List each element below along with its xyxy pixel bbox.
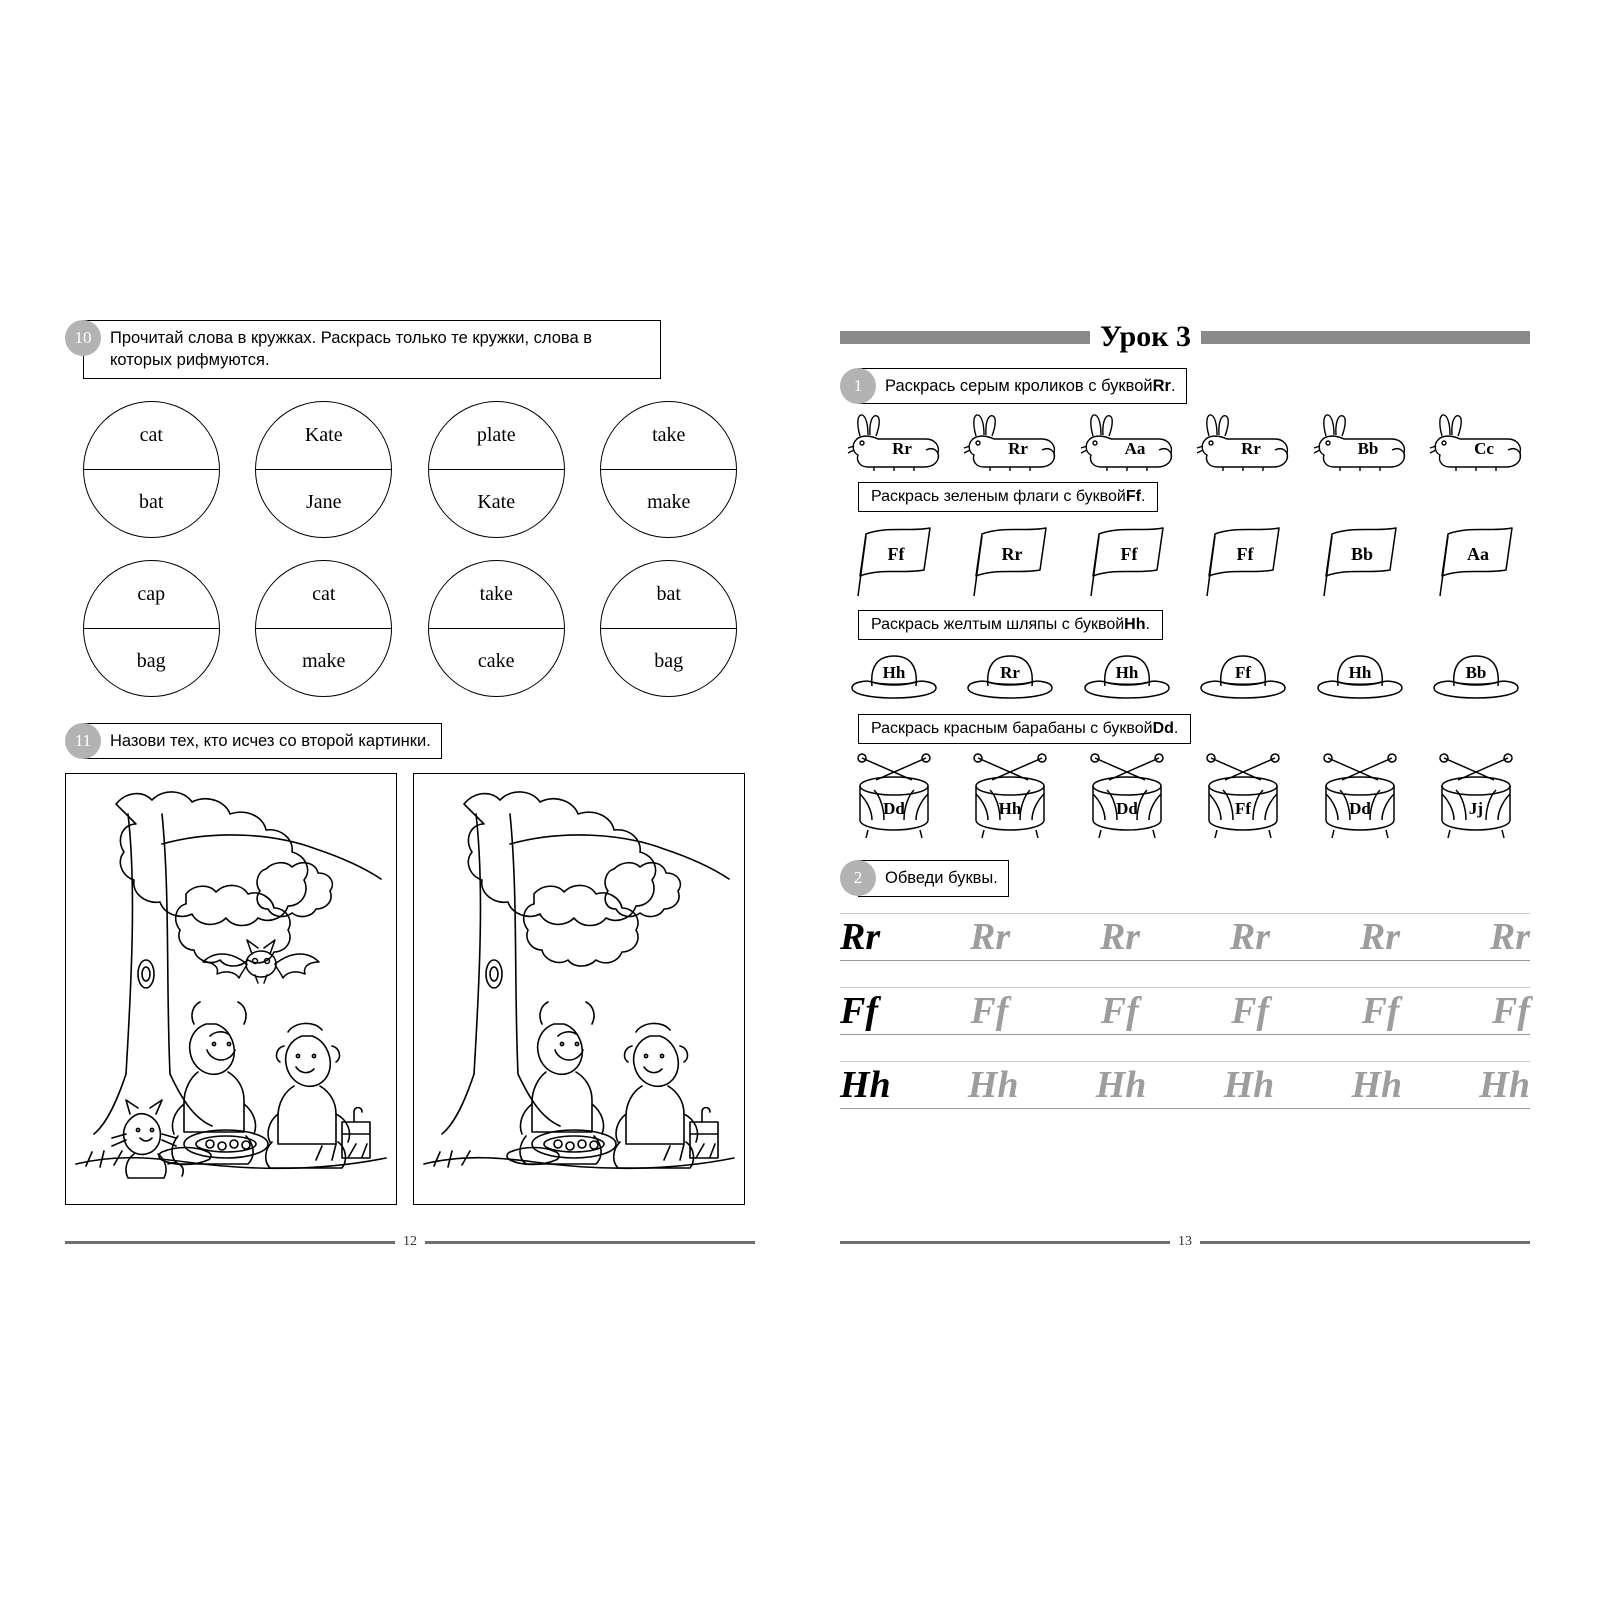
task-1-instruction-hats <box>858 610 1163 640</box>
trace-ghost-letter[interactable]: Rr <box>1359 915 1401 958</box>
item-letter: Ff <box>1235 663 1252 683</box>
item-letter: Rr <box>892 439 912 459</box>
word-circle-top: Kate <box>304 423 343 446</box>
circle-divider <box>429 628 564 629</box>
circle-divider <box>256 628 391 629</box>
task-1-instruction-flags <box>858 482 1158 512</box>
instruction-text: Раскрась красным барабаны с буквой <box>871 720 1153 738</box>
circle-divider <box>84 628 219 629</box>
trace-topline <box>840 987 1530 988</box>
trace-ghost-letter[interactable]: Hh <box>1223 1063 1275 1106</box>
drum-icon[interactable] <box>844 750 944 842</box>
word-circle[interactable] <box>600 560 737 697</box>
word-circle-bottom: make <box>647 491 691 514</box>
instruction-text: Раскрась серым кроликов с буквой <box>885 377 1153 395</box>
right-page <box>840 320 1530 1250</box>
task-1-instruction-drums <box>858 714 1191 744</box>
circle-divider <box>256 469 391 470</box>
trace-model-letter: Ff <box>840 989 878 1032</box>
word-circle[interactable] <box>600 401 737 538</box>
picture-without-bat-and-cat <box>413 773 745 1205</box>
picture-with-bat-and-cat <box>65 773 397 1205</box>
trace-model-letter: Rr <box>840 915 881 958</box>
instruction-period: . <box>1173 720 1179 738</box>
rabbit-icon[interactable] <box>1077 410 1177 472</box>
word-circle-top: cap <box>137 582 166 605</box>
rabbit-row <box>840 410 1530 472</box>
trace-letters <box>840 1063 1530 1107</box>
instruction-letter: Ff <box>1125 488 1141 506</box>
rhyme-circles-grid <box>65 401 755 697</box>
flag-icon[interactable] <box>1077 518 1177 600</box>
drum-icon[interactable] <box>1310 750 1410 842</box>
item-letter: Rr <box>1000 663 1021 683</box>
word-circle-bottom: Jane <box>305 491 342 514</box>
item-letter: Rr <box>1008 439 1029 459</box>
word-circle-bottom: bag <box>654 650 684 673</box>
trace-ghost-letter[interactable]: Rr <box>1229 915 1271 958</box>
item-letter: Dd <box>883 799 905 819</box>
rabbit-icon[interactable] <box>1426 410 1526 472</box>
item-letter: Dd <box>1348 799 1371 819</box>
trace-ghost-letter[interactable]: Hh <box>1479 1063 1530 1106</box>
trace-baseline <box>840 1034 1530 1035</box>
item-letter: Aa <box>1466 544 1489 565</box>
trace-ghost-letter[interactable]: Ff <box>1100 989 1139 1032</box>
word-circle-top: cat <box>312 582 336 605</box>
task-1-number: 1 <box>840 368 876 404</box>
word-circle[interactable] <box>255 401 392 538</box>
hat-icon[interactable] <box>1193 646 1293 704</box>
instruction-period: . <box>1145 616 1150 634</box>
trace-letters <box>840 989 1530 1033</box>
header-bar-left <box>840 331 1090 344</box>
header-bar-right <box>1201 331 1530 344</box>
task-1-instruction-rabbits <box>858 368 1187 404</box>
word-circle-bottom: make <box>302 650 346 673</box>
rabbit-icon[interactable] <box>1310 410 1410 472</box>
left-page <box>65 320 755 1250</box>
item-letter: Hh <box>1348 663 1371 683</box>
page-number: 12 <box>403 1234 417 1249</box>
instruction-letter: Rr <box>1152 377 1171 395</box>
trace-ghost-letter[interactable]: Hh <box>967 1063 1019 1106</box>
lesson-title: Урок 3 <box>1100 320 1192 353</box>
footer-rule-left <box>65 1241 395 1244</box>
drum-icon[interactable] <box>1077 750 1177 842</box>
task-10-number: 10 <box>65 320 101 356</box>
word-circle[interactable] <box>83 560 220 697</box>
task-11-instruction: Назови тех, кто исчез со второй картинки. <box>83 723 442 759</box>
instruction-letter: Hh <box>1124 616 1146 634</box>
trace-ghost-letter[interactable]: Hh <box>1095 1063 1147 1106</box>
item-letter: Bb <box>1357 439 1378 459</box>
item-letter: Cc <box>1474 439 1494 459</box>
item-letter: Aa <box>1124 439 1146 459</box>
flag-icon[interactable] <box>1310 518 1410 600</box>
flag-icon[interactable] <box>1193 518 1293 600</box>
scene-illustration-2 <box>414 774 744 1204</box>
hat-icon[interactable] <box>1077 646 1177 704</box>
hat-icon[interactable] <box>960 646 1060 704</box>
item-letter: Ff <box>1120 544 1138 565</box>
footer-rule-left <box>840 1241 1170 1244</box>
word-circle-top: take <box>479 582 513 605</box>
trace-letters <box>840 915 1530 959</box>
footer-rule-right <box>425 1241 755 1244</box>
circle-divider <box>601 628 736 629</box>
word-circle[interactable] <box>83 401 220 538</box>
flag-row <box>840 518 1530 600</box>
page-number: 13 <box>1178 1234 1192 1249</box>
task-2-instruction: Обведи буквы. <box>858 860 1009 896</box>
drum-row <box>840 750 1530 842</box>
circle-divider <box>429 469 564 470</box>
word-circle-top: bat <box>656 582 681 605</box>
right-page-footer <box>840 1234 1530 1250</box>
word-circle-bottom: bag <box>136 650 166 673</box>
instruction-text: Раскрась зеленым флаги с буквой <box>871 488 1126 506</box>
hat-row <box>840 646 1530 704</box>
scene-illustration-1 <box>66 774 396 1204</box>
trace-ghost-letter[interactable]: Hh <box>1351 1063 1403 1106</box>
task-10-header <box>65 320 755 379</box>
trace-ghost-letter[interactable]: Ff <box>970 989 1009 1032</box>
word-circle-top: plate <box>476 423 516 446</box>
hat-icon[interactable] <box>1426 646 1526 704</box>
footer-rule-right <box>1200 1241 1530 1244</box>
word-circle[interactable] <box>428 401 565 538</box>
task-2-number: 2 <box>840 860 876 896</box>
task-2-header <box>840 860 1530 896</box>
circle-divider <box>84 469 219 470</box>
instruction-letter: Dd <box>1152 720 1174 738</box>
lesson-header <box>840 320 1530 354</box>
item-letter: Rr <box>1241 439 1262 459</box>
task-10-instruction: Прочитай слова в кружках. Раскрась только те кружки, слова в которых рифмуются. <box>83 320 661 379</box>
trace-ghost-letter[interactable]: Rr <box>1099 915 1141 958</box>
trace-baseline <box>840 960 1530 961</box>
hat-icon[interactable] <box>1310 646 1410 704</box>
item-letter: Bb <box>1465 663 1487 683</box>
trace-model-letter: Hh <box>840 1063 891 1106</box>
word-circle-bottom: cake <box>477 650 515 673</box>
item-letter: Bb <box>1350 544 1373 565</box>
word-circle[interactable] <box>428 560 565 697</box>
trace-ghost-letter[interactable]: Ff <box>1231 989 1270 1032</box>
item-letter: Rr <box>1001 544 1023 565</box>
word-circle[interactable] <box>255 560 392 697</box>
trace-ghost-letter[interactable]: Ff <box>1491 989 1530 1032</box>
task-11-number: 11 <box>65 723 101 759</box>
hat-icon[interactable] <box>844 646 944 704</box>
task-1-header <box>840 368 1530 404</box>
item-letter: Hh <box>1115 663 1139 683</box>
drum-icon[interactable] <box>1193 750 1293 842</box>
left-page-footer <box>65 1234 755 1250</box>
trace-ghost-letter[interactable]: Rr <box>969 915 1011 958</box>
word-circle-top: cat <box>139 423 163 446</box>
flag-icon[interactable] <box>1426 518 1526 600</box>
trace-row-ff[interactable] <box>840 981 1530 1049</box>
item-letter: Ff <box>887 544 905 565</box>
instruction-period: . <box>1170 377 1176 395</box>
rabbit-icon[interactable] <box>960 410 1060 472</box>
trace-topline <box>840 913 1530 914</box>
item-letter: Hh <box>999 799 1022 819</box>
trace-baseline <box>840 1108 1530 1109</box>
item-letter: Dd <box>1115 799 1138 819</box>
rabbit-icon[interactable] <box>1193 410 1293 472</box>
drum-icon[interactable] <box>1426 750 1526 842</box>
word-circle-bottom: Kate <box>477 491 516 514</box>
item-letter: Ff <box>1236 544 1254 565</box>
word-circle-top: take <box>652 423 686 446</box>
instruction-text: Раскрась желтым шляпы с буквой <box>871 616 1125 634</box>
item-letter: Jj <box>1468 799 1484 819</box>
task-11-header <box>65 723 755 759</box>
trace-ghost-letter[interactable]: Rr <box>1489 915 1530 958</box>
spot-difference-pictures <box>65 773 755 1205</box>
instruction-period: . <box>1140 488 1146 506</box>
word-circle-bottom: bat <box>139 491 164 514</box>
letter-tracing-block <box>840 907 1530 1123</box>
item-letter: Hh <box>882 663 906 683</box>
flag-icon[interactable] <box>960 518 1060 600</box>
item-letter: Ff <box>1235 799 1252 819</box>
trace-row-rr[interactable] <box>840 907 1530 975</box>
flag-icon[interactable] <box>844 518 944 600</box>
drum-icon[interactable] <box>960 750 1060 842</box>
trace-row-hh[interactable] <box>840 1055 1530 1123</box>
trace-topline <box>840 1061 1530 1062</box>
rabbit-icon[interactable] <box>844 410 944 472</box>
trace-ghost-letter[interactable]: Ff <box>1361 989 1400 1032</box>
circle-divider <box>601 469 736 470</box>
